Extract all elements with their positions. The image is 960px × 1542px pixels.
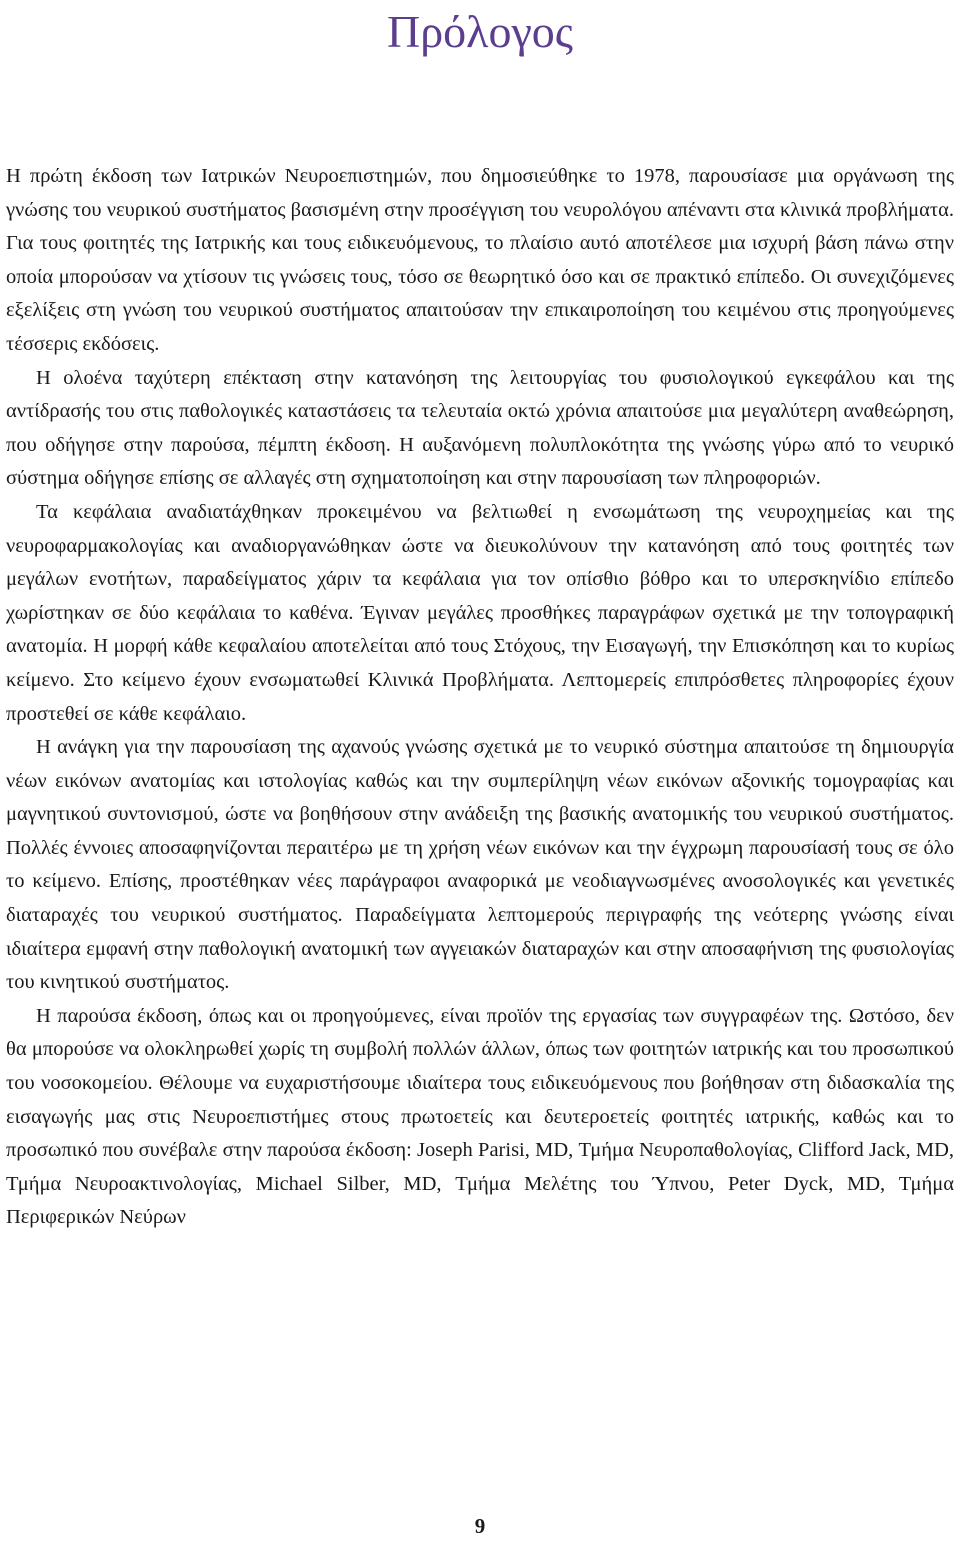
paragraph-5: Η παρούσα έκδοση, όπως και οι προηγούμενες, είναι προϊόν της εργασίας των συγγραφέων της. Ωστόσο, δεν θα μπορούσε να ολοκληρωθεί χωρίς τη συμβολή πολλών άλλων, όπως των φοιτητών ιατρικής και του προσωπικού του νοσοκομείου. Θέλουμε να ευχαριστήσουμε ιδιαίτερα τους ειδικευόμενους που βοήθησαν στη διδασκαλία της εισαγωγής μας στις Νευροεπιστήμες στους πρωτοετείς και δευτεροετείς φοιτητές ιατρικής, καθώς και το προσωπικό που συνέβαλε στην παρούσα έκδοση: Joseph Parisi, MD, Τμήμα Νευροπαθολογίας, Clifford Jack, MD, Τμήμα Νευροακτινολογίας, Michael Silber, MD, Τμήμα Μελέτης του Ύπνου, Peter Dyck, MD, Τμήμα Περιφερικών Νεύρων xyxy=(6,1004,954,1229)
paragraph-4: Η ανάγκη για την παρουσίαση της αχανούς γνώσης σχετικά με το νευρικό σύστημα απαιτούσε τη δημιουργία νέων εικόνων ανατομίας και ιστολογίας καθώς και την συμπερίληψη νέων εικόνων αξονικής τομογραφίας και μαγνητικού συντονισμού, ώστε να βοηθήσουν στην ανάδειξη της βασικής ανατομικής του νευρικού συστήματος. Πολλές έννοιες αποσαφηνίζονται περαιτέρω με τη χρήση νέων εικόνων και την έγχρωμη παρουσίασή τους σε όλο το κείμενο. Επίσης, προστέθηκαν νέες παράγραφοι αναφορικά με νεοδιαγνωσμένες ανοσολογικές και γενετικές διαταραχές του νευρικού συστήματος. Παραδείγματα λεπτομερούς περιγραφής της νεότερης γνώσης είναι ιδιαίτερα εμφανή στην παθολογική ανατομική των αγγειακών διαταραχών και στην αποσαφήνιση της φυσιολογίας του κινητικού συστήματος. xyxy=(6,736,954,994)
paragraph-1: Η πρώτη έκδοση των Ιατρικών Νευροεπιστημών, που δημοσιεύθηκε το 1978, παρουσίασε μια οργάνωση της γνώσης του νευρικού συστήματος βασισμένη στην προσέγγιση του νευρολόγου απέναντι στα κλινικά προβλήματα. Για τους φοιτητές της Ιατρικής και τους ειδικευόμενους, το πλαίσιο αυτό αποτέλεσε μια ισχυρή βάση πάνω στην οποία μπορούσαν να χτίσουν τις γνώσεις τους, τόσο σε θεωρητικό όσο και σε πρακτικό επίπεδο. Οι συνεχιζόμενες εξελίξεις στη γνώση του νευρικού συστήματος απαιτούσαν την επικαιροποίηση του κειμένου στις προηγούμενες τέσσερις εκδόσεις. xyxy=(6,165,954,355)
body-text xyxy=(6,160,954,1235)
paragraph-2: Η ολοένα ταχύτερη επέκταση στην κατανόηση της λειτουργίας του φυσιολογικού εγκεφάλου και της αντίδρασής του στις παθολογικές καταστάσεις τα τελευταία οκτώ χρόνια απαιτούσε μια μεγαλύτερη αναθεώρηση, που οδήγησε στην παρούσα, πέμπτη έκδοση. Η αυξανόμενη πολυπλοκότητα της γνώσης γύρω από το νευρικό σύστημα οδήγησε επίσης σε αλλαγές στη σχηματοποίηση και στην παρουσίαση των πληροφοριών. xyxy=(6,366,954,490)
page-title: Πρόλογος xyxy=(386,6,574,57)
page-number: 9 xyxy=(474,1514,486,1538)
paragraph-3: Τα κεφάλαια αναδιατάχθηκαν προκειμένου να βελτιωθεί η ενσωμάτωση της νευροχημείας και της νευροφαρμακολογίας και αναδιοργανώθηκαν ώστε να διευκολύνουν την κατανόηση από τους φοιτητές των μεγάλων ενοτήτων, παραδείγματος χάριν τα κεφάλαια για τον οπίσθιο βόθρο και το υπερσκηνίδιο επίπεδο χωρίστηκαν σε δύο κεφάλαια το καθένα. Έγιναν μεγάλες προσθήκες παραγράφων σχετικά με την τοπογραφική ανατομία. Η μορφή κάθε κεφαλαίου αποτελείται από τους Στόχους, την Εισαγωγή, την Επισκόπηση και το κυρίως κείμενο. Στο κείμενο έχουν ενσωματωθεί Κλινικά Προβλήματα. Λεπτομερείς επιπρόσθετες πληροφορίες έχουν προστεθεί σε κάθε κεφάλαιο. xyxy=(6,500,954,725)
